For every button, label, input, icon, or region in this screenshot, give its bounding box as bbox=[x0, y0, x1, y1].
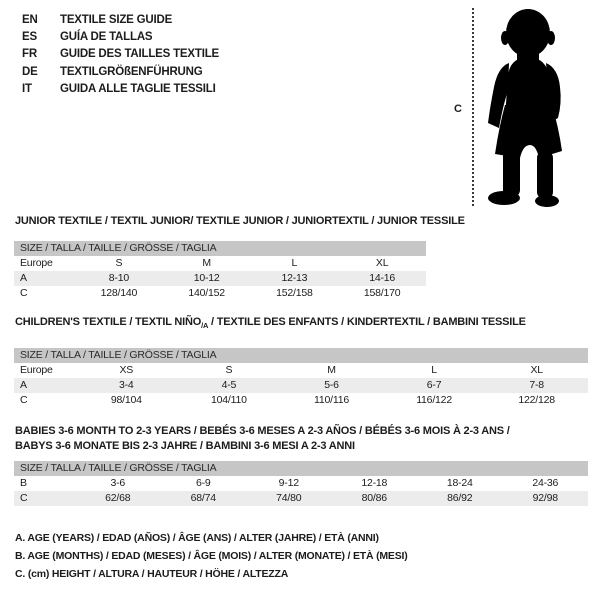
height-cell: 152/158 bbox=[276, 287, 313, 299]
age-cell: 9-12 bbox=[278, 477, 299, 489]
age-cell: 4-5 bbox=[221, 379, 237, 391]
height-cell: 92/98 bbox=[532, 492, 558, 504]
height-measure-line bbox=[472, 8, 474, 206]
height-measure-label: C bbox=[454, 103, 462, 115]
age-cell: 7-8 bbox=[529, 379, 544, 391]
language-row-es bbox=[22, 29, 219, 46]
title-text: CHILDREN'S TEXTILE / TEXTIL NIÑO bbox=[15, 316, 202, 328]
size-header-bar: SIZE / TALLA / TAILLE / GRÖSSE / TAGLIA bbox=[14, 461, 588, 476]
size-header-bar: SIZE / TALLA / TAILLE / GRÖSSE / TAGLIA bbox=[14, 241, 426, 256]
language-title: GUÍA DE TALLAS bbox=[60, 31, 153, 44]
size-cell: XL bbox=[530, 364, 543, 376]
height-cell: 68/74 bbox=[190, 492, 216, 504]
babies-table-title bbox=[15, 424, 510, 454]
age-cell: 5-6 bbox=[324, 379, 339, 391]
legend-line-b: B. AGE (MONTHS) / EDAD (MESES) / ÂGE (MOIS) / ALTER (MONATE) / ETÀ (MESI) bbox=[15, 550, 408, 562]
measurement-legend bbox=[15, 529, 408, 583]
children-size-table bbox=[14, 348, 588, 408]
age-cell: 6-9 bbox=[195, 477, 211, 489]
row-label: B bbox=[20, 477, 27, 489]
height-cell: 80/86 bbox=[361, 492, 387, 504]
size-cell: M bbox=[202, 257, 211, 269]
size-cell: S bbox=[115, 257, 123, 269]
height-cell: 86/92 bbox=[447, 492, 473, 504]
size-cell: XS bbox=[119, 364, 134, 376]
children-table-title bbox=[15, 316, 526, 330]
height-cell: 62/68 bbox=[105, 492, 131, 504]
language-code: FR bbox=[22, 48, 37, 61]
table-row-europe bbox=[14, 363, 588, 378]
age-cell: 3-4 bbox=[119, 379, 134, 391]
age-cell: 8-10 bbox=[108, 272, 129, 284]
age-cell: 12-18 bbox=[361, 477, 388, 489]
height-cell: 74/80 bbox=[276, 492, 302, 504]
height-cell: 158/170 bbox=[363, 287, 401, 299]
language-code: DE bbox=[22, 65, 38, 78]
height-cell: 98/104 bbox=[110, 394, 142, 406]
language-title: GUIDE DES TAILLES TEXTILE bbox=[60, 48, 219, 61]
figure-area bbox=[440, 0, 600, 215]
age-cell: 24-36 bbox=[532, 477, 559, 489]
language-row-fr bbox=[22, 46, 219, 63]
language-title: TEXTILE SIZE GUIDE bbox=[60, 14, 173, 26]
row-label: C bbox=[20, 394, 28, 406]
height-cell: 110/116 bbox=[313, 394, 349, 406]
table-row-height bbox=[14, 491, 588, 506]
row-label: Europe bbox=[20, 364, 53, 376]
table-row-europe bbox=[14, 256, 426, 271]
language-code: IT bbox=[22, 82, 32, 95]
babies-size-table bbox=[14, 461, 588, 506]
language-row-it bbox=[22, 81, 219, 98]
language-title: GUIDA ALLE TAGLIE TESSILI bbox=[60, 82, 216, 95]
height-cell: 104/110 bbox=[211, 394, 247, 406]
title-line-1: BABIES 3-6 MONTH TO 2-3 YEARS / BEBÉS 3-6 MESES A 2-3 AÑOS / BÉBÉS 3-6 MOIS À 2-3 ANS / bbox=[15, 425, 510, 437]
title-subscript: /A bbox=[201, 321, 209, 331]
row-label: Europe bbox=[20, 257, 53, 269]
legend-line-c: C. (cm) HEIGHT / ALTURA / HAUTEUR / HÖHE / ALTEZZA bbox=[15, 568, 289, 580]
baby-silhouette-icon bbox=[486, 5, 581, 210]
table-row-age bbox=[14, 378, 588, 393]
table-row-age-months bbox=[14, 476, 588, 491]
age-cell: 6-7 bbox=[426, 379, 442, 391]
age-cell: 18-24 bbox=[446, 477, 473, 489]
size-cell: L bbox=[291, 257, 298, 269]
language-title-list bbox=[22, 12, 219, 98]
junior-table-title: JUNIOR TEXTILE / TEXTIL JUNIOR/ TEXTILE JUNIOR / JUNIORTEXTIL / JUNIOR TESSILE bbox=[15, 215, 465, 227]
age-cell: 3-6 bbox=[110, 477, 126, 489]
size-cell: XL bbox=[375, 257, 389, 269]
age-cell: 14-16 bbox=[369, 272, 396, 284]
height-cell: 116/122 bbox=[416, 394, 452, 406]
row-label: C bbox=[20, 287, 28, 299]
size-cell: S bbox=[225, 364, 233, 376]
height-cell: 128/140 bbox=[100, 287, 138, 299]
age-cell: 12-13 bbox=[281, 272, 308, 284]
size-header-bar: SIZE / TALLA / TAILLE / GRÖSSE / TAGLIA bbox=[14, 348, 588, 363]
language-code: EN bbox=[22, 14, 38, 26]
language-row-en bbox=[22, 12, 219, 29]
row-label: A bbox=[20, 272, 27, 284]
size-cell: L bbox=[431, 364, 437, 376]
junior-size-table bbox=[14, 241, 426, 301]
row-label: C bbox=[20, 492, 28, 504]
height-cell: 122/128 bbox=[518, 394, 555, 406]
language-title: TEXTILGRÖßENFÜHRUNG bbox=[60, 65, 203, 78]
age-cell: 10-12 bbox=[193, 272, 220, 284]
language-code: ES bbox=[22, 31, 37, 44]
height-cell: 140/152 bbox=[188, 287, 225, 299]
row-label: A bbox=[20, 379, 27, 391]
table-row-age bbox=[14, 271, 426, 286]
size-cell: M bbox=[327, 364, 336, 376]
language-row-de bbox=[22, 64, 219, 81]
table-row-height bbox=[14, 393, 588, 408]
table-row-height bbox=[14, 286, 426, 301]
title-text: / TEXTILE DES ENFANTS / KINDERTEXTIL / BAMBINI TESSILE bbox=[208, 316, 526, 328]
title-line-2: BABYS 3-6 MONATE BIS 2-3 JAHRE / BAMBINI 3-6 MESI A 2-3 ANNI bbox=[15, 440, 355, 452]
legend-line-a: A. AGE (YEARS) / EDAD (AÑOS) / ÂGE (ANS) / ALTER (JAHRE) / ETÀ (ANNI) bbox=[15, 532, 379, 544]
